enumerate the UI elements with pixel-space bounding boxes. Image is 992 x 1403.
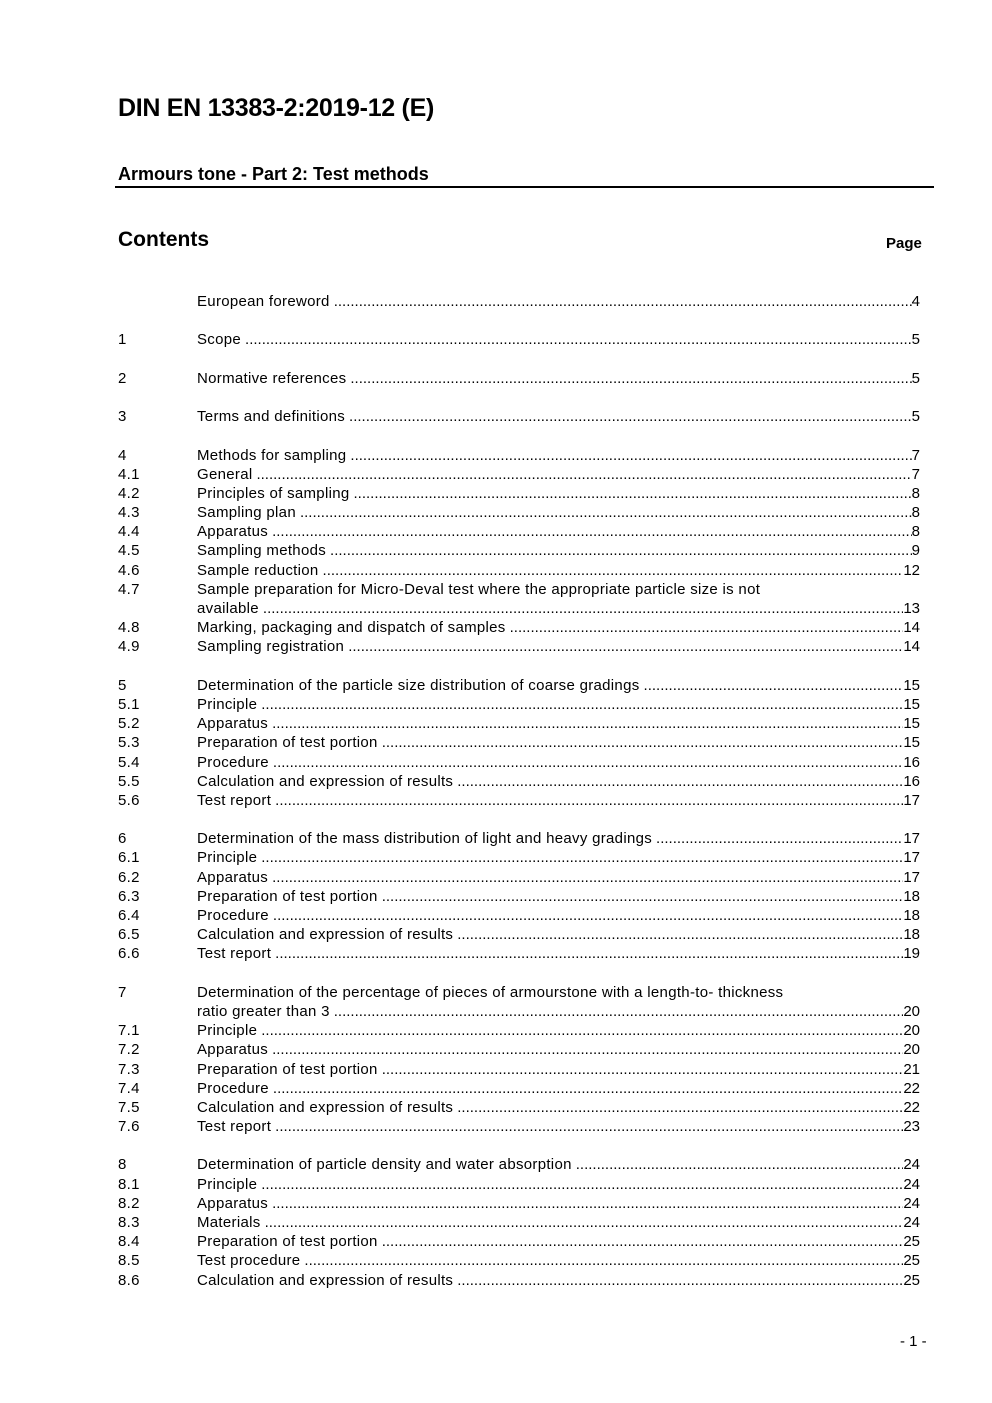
toc-entry-title: Sample reduction bbox=[197, 561, 319, 579]
dot-leader bbox=[272, 1194, 903, 1213]
dot-leader bbox=[349, 407, 912, 426]
document-subtitle: Armours tone - Part 2: Test methods bbox=[118, 164, 429, 184]
toc-entry-body bbox=[197, 446, 920, 465]
toc-entry-body bbox=[197, 599, 920, 618]
toc-entry-title: Procedure bbox=[197, 753, 269, 771]
dot-leader bbox=[382, 1060, 904, 1079]
dot-leader bbox=[261, 1021, 903, 1040]
toc-entry-page: 9 bbox=[911, 542, 920, 560]
toc-entry-title: European foreword bbox=[197, 293, 330, 310]
toc-entry-page: 24 bbox=[903, 1175, 920, 1193]
dot-leader bbox=[382, 733, 904, 752]
toc-entry[interactable] bbox=[118, 829, 920, 848]
page-column-label: Page bbox=[886, 235, 922, 252]
toc-entry-number: 2 bbox=[118, 369, 127, 387]
toc-group bbox=[118, 330, 920, 349]
toc-entry-page: 17 bbox=[903, 868, 920, 886]
dot-leader bbox=[272, 714, 903, 733]
toc-entry-page: 8 bbox=[911, 484, 920, 502]
toc-entry-page: 7 bbox=[911, 465, 920, 483]
dot-leader bbox=[275, 1117, 903, 1136]
toc-entry-page: 17 bbox=[903, 791, 920, 809]
toc-entry[interactable] bbox=[118, 618, 920, 637]
toc-entry-number: 5.2 bbox=[118, 715, 140, 733]
toc-entry-number: 8.1 bbox=[118, 1175, 140, 1193]
toc-entry-page: 22 bbox=[903, 1079, 920, 1097]
toc-entry-page: 25 bbox=[903, 1271, 920, 1289]
toc-entry-page: 19 bbox=[903, 945, 920, 963]
toc-entry[interactable] bbox=[118, 676, 920, 695]
toc-group bbox=[118, 676, 920, 810]
dot-leader bbox=[576, 1155, 904, 1174]
toc-entry-body bbox=[197, 369, 920, 388]
toc-entry-title-continued: available bbox=[197, 600, 259, 617]
toc-entry-title: Determination of the percentage of pieces of armourstone with a length-to- thickness bbox=[197, 983, 784, 1001]
toc-entry-title: Test procedure bbox=[197, 1252, 301, 1270]
toc-entry-body bbox=[197, 561, 920, 580]
toc-entry-title: Preparation of test portion bbox=[197, 1233, 378, 1251]
dot-leader bbox=[457, 1271, 903, 1290]
toc-entry[interactable] bbox=[118, 753, 920, 772]
toc-entry-page: 24 bbox=[903, 1214, 920, 1231]
dot-leader bbox=[261, 848, 903, 867]
toc-entry-title: Sampling plan bbox=[197, 504, 296, 522]
page-number: - 1 - bbox=[900, 1333, 927, 1350]
toc-group bbox=[118, 1155, 920, 1289]
dot-leader bbox=[334, 1002, 904, 1021]
toc-entry-body bbox=[197, 1117, 920, 1136]
toc-entry-body bbox=[197, 791, 920, 810]
toc-entry-body bbox=[197, 714, 920, 733]
toc-entry-number: 6 bbox=[118, 830, 127, 848]
toc-entry[interactable] bbox=[118, 925, 920, 944]
toc-entry-title: Test report bbox=[197, 1118, 272, 1136]
toc-entry-page: 13 bbox=[903, 600, 920, 617]
dot-leader bbox=[656, 829, 903, 848]
toc-entry[interactable] bbox=[118, 1060, 920, 1079]
toc-entry-number: 8.5 bbox=[118, 1252, 140, 1270]
toc-entry-title: Calculation and expression of results bbox=[197, 772, 454, 790]
toc-entry-number: 4.7 bbox=[118, 580, 140, 598]
contents-heading: Contents bbox=[118, 228, 209, 251]
toc-entry-number: 5.6 bbox=[118, 791, 140, 809]
dot-leader bbox=[382, 887, 904, 906]
toc-entry-page: 15 bbox=[903, 676, 920, 694]
toc-entry-title: Normative references bbox=[197, 369, 347, 387]
toc-entry-body bbox=[197, 733, 920, 752]
toc-entry-body bbox=[197, 407, 920, 426]
toc-entry-number: 4.5 bbox=[118, 542, 140, 560]
toc-group bbox=[118, 407, 920, 426]
dot-leader bbox=[350, 369, 911, 388]
toc-entry-title: Preparation of test portion bbox=[197, 734, 378, 752]
toc-entry-page: 15 bbox=[903, 695, 920, 713]
dot-leader bbox=[275, 791, 903, 810]
toc-group bbox=[118, 829, 920, 963]
toc-entry[interactable] bbox=[118, 983, 920, 1002]
toc-entry-number: 5.4 bbox=[118, 753, 140, 771]
toc-entry-number: 4.3 bbox=[118, 504, 140, 522]
toc-entry-body bbox=[197, 848, 920, 867]
toc-entry[interactable] bbox=[118, 465, 920, 484]
toc-entry-page: 21 bbox=[903, 1060, 920, 1078]
toc-entry-body bbox=[197, 1251, 920, 1270]
toc-entry[interactable] bbox=[118, 541, 920, 560]
toc-entry-body bbox=[197, 695, 920, 714]
toc-entry-page: 8 bbox=[911, 504, 920, 522]
dot-leader bbox=[272, 522, 912, 541]
toc-entry[interactable] bbox=[118, 637, 920, 656]
toc-entry-body bbox=[197, 1098, 920, 1117]
toc-entry-body bbox=[197, 330, 920, 349]
toc-entry-number: 7.5 bbox=[118, 1098, 140, 1116]
toc-entry[interactable] bbox=[118, 407, 920, 426]
toc-entry[interactable] bbox=[118, 1117, 920, 1136]
dot-leader bbox=[354, 484, 912, 503]
toc-entry[interactable] bbox=[118, 1175, 920, 1194]
toc-entry-body bbox=[197, 772, 920, 791]
toc-entry-body bbox=[197, 676, 920, 695]
toc-entry-number: 5 bbox=[118, 676, 127, 694]
toc-entry-title: Test report bbox=[197, 945, 272, 963]
toc-entry-page: 20 bbox=[903, 1041, 920, 1059]
toc-group bbox=[118, 292, 920, 311]
toc-entry[interactable] bbox=[118, 733, 920, 752]
toc-entry[interactable] bbox=[118, 868, 920, 887]
dot-leader bbox=[273, 906, 903, 925]
toc-entry-number: 5.5 bbox=[118, 772, 140, 790]
toc-entry-number: 8.3 bbox=[118, 1214, 140, 1231]
toc-entry-number: 7.6 bbox=[118, 1118, 140, 1136]
toc-entry[interactable] bbox=[118, 1155, 920, 1174]
document-id: DIN EN 13383-2:2019-12 (E) bbox=[118, 94, 434, 122]
toc-entry-body bbox=[197, 753, 920, 772]
dot-leader bbox=[323, 561, 904, 580]
toc-entry-page: 7 bbox=[911, 446, 920, 464]
toc-entry-page: 16 bbox=[903, 772, 920, 790]
toc-entry-page: 14 bbox=[903, 619, 920, 637]
toc-entry-title: Materials bbox=[197, 1214, 261, 1231]
toc-entry-number: 7.3 bbox=[118, 1060, 140, 1078]
toc-entry-number: 4.6 bbox=[118, 561, 140, 579]
toc-entry-page: 24 bbox=[903, 1194, 920, 1212]
toc-entry[interactable] bbox=[118, 561, 920, 580]
toc-entry-body bbox=[197, 465, 920, 484]
toc-entry-body bbox=[197, 484, 920, 503]
dot-leader bbox=[265, 1213, 904, 1232]
dot-leader bbox=[275, 944, 903, 963]
toc-entry-number bbox=[118, 292, 197, 311]
toc-entry-number: 1 bbox=[118, 331, 127, 349]
toc-entry-title: Preparation of test portion bbox=[197, 1060, 378, 1078]
dot-leader bbox=[261, 1175, 903, 1194]
toc-entry-title: Preparation of test portion bbox=[197, 887, 378, 905]
dot-leader bbox=[304, 1251, 903, 1270]
toc-entry-page: 15 bbox=[903, 715, 920, 733]
dot-leader bbox=[457, 925, 903, 944]
toc-entry-body bbox=[197, 618, 920, 637]
toc-entry-title: Procedure bbox=[197, 907, 269, 924]
dot-leader bbox=[300, 503, 912, 522]
dot-leader bbox=[382, 1232, 904, 1251]
toc-entry-page: 5 bbox=[911, 331, 920, 349]
toc-entry-title: Calculation and expression of results bbox=[197, 926, 454, 944]
toc-entry-body bbox=[197, 906, 920, 925]
toc-entry-body bbox=[197, 925, 920, 944]
toc-entry-body bbox=[197, 1155, 920, 1174]
dot-leader bbox=[261, 695, 903, 714]
toc-entry-number: 7.4 bbox=[118, 1079, 140, 1097]
toc-entry-title: Test report bbox=[197, 791, 272, 809]
toc-entry-body bbox=[197, 944, 920, 963]
toc-entry-title: Scope bbox=[197, 331, 242, 349]
toc-entry[interactable] bbox=[118, 446, 920, 465]
toc-entry-body bbox=[197, 1232, 920, 1251]
toc-entry[interactable] bbox=[118, 906, 920, 925]
toc-entry[interactable] bbox=[118, 887, 920, 906]
toc-entry-page: 20 bbox=[903, 1022, 920, 1040]
dot-leader bbox=[272, 868, 903, 887]
toc-entry-number: 6.6 bbox=[118, 945, 140, 963]
toc-entry-body bbox=[197, 887, 920, 906]
toc-entry-number-spacer bbox=[118, 599, 197, 618]
toc-entry-title: Apparatus bbox=[197, 715, 269, 733]
toc-entry[interactable] bbox=[118, 772, 920, 791]
toc-entry[interactable] bbox=[118, 503, 920, 522]
toc-entry[interactable] bbox=[118, 330, 920, 349]
toc-entry[interactable] bbox=[118, 714, 920, 733]
toc-entry[interactable] bbox=[118, 944, 920, 963]
toc-entry-body bbox=[197, 1040, 920, 1059]
toc-entry-title: Methods for sampling bbox=[197, 446, 347, 464]
toc-entry[interactable] bbox=[118, 1271, 920, 1290]
toc-entry-page: 22 bbox=[903, 1098, 920, 1116]
toc-entry-body bbox=[197, 1175, 920, 1194]
dot-leader bbox=[273, 753, 903, 772]
toc-entry-body bbox=[197, 1079, 920, 1098]
toc-entry-page: 24 bbox=[903, 1156, 920, 1174]
dot-leader bbox=[350, 446, 911, 465]
toc-entry-title: Determination of the particle size distribution of coarse gradings bbox=[197, 676, 640, 694]
toc-entry-page: 17 bbox=[903, 849, 920, 867]
toc-entry-title: Determination of the mass distribution of light and heavy gradings bbox=[197, 830, 653, 848]
toc-entry-body bbox=[197, 1002, 920, 1021]
toc-entry-page: 20 bbox=[903, 1002, 920, 1020]
header-rule bbox=[115, 186, 934, 188]
toc-entry-title: Principle bbox=[197, 849, 258, 867]
toc-group bbox=[118, 369, 920, 388]
toc-entry-number: 6.1 bbox=[118, 849, 140, 867]
toc-entry-title: Calculation and expression of results bbox=[197, 1098, 454, 1116]
dot-leader bbox=[510, 618, 904, 637]
toc-entry-page: 17 bbox=[903, 830, 920, 848]
dot-leader bbox=[348, 637, 903, 656]
toc-entry-continuation[interactable] bbox=[118, 599, 920, 618]
toc-entry-body bbox=[197, 522, 920, 541]
toc-entry-page: 18 bbox=[903, 926, 920, 944]
toc-entry-page: 5 bbox=[911, 369, 920, 387]
toc-entry-title: Apparatus bbox=[197, 1041, 269, 1059]
toc-entry-body bbox=[197, 637, 920, 656]
toc-entry-number: 3 bbox=[118, 408, 127, 426]
toc-entry[interactable] bbox=[118, 1021, 920, 1040]
toc-entry-title: Apparatus bbox=[197, 1194, 269, 1212]
toc-entry[interactable] bbox=[118, 522, 920, 541]
toc-entry[interactable] bbox=[118, 1251, 920, 1270]
toc-entry-number: 4 bbox=[118, 446, 127, 464]
toc-entry-body bbox=[197, 983, 920, 1002]
toc-entry-title: Terms and definitions bbox=[197, 408, 346, 426]
toc-entry-number: 4.8 bbox=[118, 619, 140, 637]
toc-entry[interactable] bbox=[118, 1079, 920, 1098]
toc-entry-number: 8.2 bbox=[118, 1194, 140, 1212]
dot-leader bbox=[457, 1098, 903, 1117]
toc-entry-number: 8.6 bbox=[118, 1271, 140, 1289]
toc-entry-number: 6.4 bbox=[118, 907, 140, 924]
toc-entry-body bbox=[197, 503, 920, 522]
toc-entry-title: Principle bbox=[197, 695, 258, 713]
toc-entry-body bbox=[197, 829, 920, 848]
toc-entry-page: 18 bbox=[903, 907, 920, 924]
toc-entry-body bbox=[197, 1213, 920, 1232]
table-of-contents bbox=[118, 292, 920, 1309]
toc-entry-body bbox=[197, 1021, 920, 1040]
toc-entry-number-spacer bbox=[118, 1002, 197, 1021]
toc-entry-number: 8 bbox=[118, 1156, 127, 1174]
dot-leader bbox=[644, 676, 904, 695]
toc-entry-page: 14 bbox=[903, 638, 920, 656]
toc-entry[interactable] bbox=[118, 580, 920, 599]
toc-entry-title: Calculation and expression of results bbox=[197, 1271, 454, 1289]
toc-entry-number: 8.4 bbox=[118, 1233, 140, 1251]
toc-entry-title-continued: ratio greater than 3 bbox=[197, 1002, 330, 1020]
toc-entry-title: Principle bbox=[197, 1022, 258, 1040]
toc-entry-body bbox=[197, 1194, 920, 1213]
toc-entry[interactable] bbox=[118, 484, 920, 503]
dot-leader bbox=[334, 292, 912, 311]
toc-entry-number: 4.4 bbox=[118, 523, 140, 541]
toc-entry-title: Principles of sampling bbox=[197, 484, 350, 502]
toc-entry-number: 4.2 bbox=[118, 484, 140, 502]
toc-entry[interactable] bbox=[118, 695, 920, 714]
dot-leader bbox=[457, 772, 903, 791]
toc-entry-title: Apparatus bbox=[197, 868, 269, 886]
dot-leader bbox=[256, 465, 911, 484]
dot-leader bbox=[272, 1040, 903, 1059]
toc-entry[interactable] bbox=[118, 1194, 920, 1213]
dot-leader bbox=[330, 541, 912, 560]
toc-entry-title: Principle bbox=[197, 1175, 258, 1193]
toc-entry-page: 4 bbox=[911, 293, 920, 310]
toc-entry[interactable] bbox=[118, 791, 920, 810]
dot-leader bbox=[273, 1079, 903, 1098]
dot-leader bbox=[245, 330, 912, 349]
toc-entry-body bbox=[197, 1060, 920, 1079]
toc-entry[interactable] bbox=[118, 848, 920, 867]
toc-entry-page: 12 bbox=[903, 561, 920, 579]
toc-entry-page: 25 bbox=[903, 1252, 920, 1270]
toc-entry-number: 6.3 bbox=[118, 887, 140, 905]
toc-entry-page: 8 bbox=[911, 523, 920, 541]
toc-entry-title: Apparatus bbox=[197, 523, 269, 541]
toc-entry-number: 5.1 bbox=[118, 695, 140, 713]
toc-entry-number: 4.9 bbox=[118, 638, 140, 656]
toc-entry-body bbox=[197, 580, 920, 599]
toc-entry-title: Sampling registration bbox=[197, 638, 345, 656]
toc-entry-number: 5.3 bbox=[118, 734, 140, 752]
toc-entry-number: 7 bbox=[118, 983, 127, 1001]
toc-entry-page: 23 bbox=[903, 1118, 920, 1136]
toc-entry-number: 7.1 bbox=[118, 1022, 140, 1040]
toc-entry-body bbox=[197, 292, 920, 311]
toc-group bbox=[118, 983, 920, 1137]
toc-entry-page: 18 bbox=[903, 887, 920, 905]
toc-entry-number: 7.2 bbox=[118, 1041, 140, 1059]
toc-entry-body bbox=[197, 1271, 920, 1290]
toc-entry-title: Sampling methods bbox=[197, 542, 327, 560]
toc-entry-number: 6.5 bbox=[118, 926, 140, 944]
toc-entry-title: Procedure bbox=[197, 1079, 269, 1097]
toc-entry-body bbox=[197, 868, 920, 887]
toc-entry[interactable] bbox=[118, 1232, 920, 1251]
toc-entry-body bbox=[197, 541, 920, 560]
toc-entry-page: 5 bbox=[911, 408, 920, 426]
toc-entry-number: 4.1 bbox=[118, 465, 140, 483]
toc-entry-page: 15 bbox=[903, 734, 920, 752]
toc-entry-title: Determination of particle density and water absorption bbox=[197, 1156, 572, 1174]
toc-entry-title: Sample preparation for Micro-Deval test where the appropriate particle size is not bbox=[197, 580, 761, 598]
toc-entry[interactable] bbox=[118, 1040, 920, 1059]
toc-entry-page: 25 bbox=[903, 1233, 920, 1251]
toc-group bbox=[118, 446, 920, 657]
toc-entry-page: 16 bbox=[903, 753, 920, 771]
toc-entry[interactable] bbox=[118, 1213, 920, 1232]
toc-entry[interactable] bbox=[118, 1098, 920, 1117]
toc-entry-title: Marking, packaging and dispatch of samples bbox=[197, 619, 506, 637]
toc-entry[interactable] bbox=[118, 292, 920, 311]
dot-leader bbox=[263, 599, 903, 618]
toc-entry[interactable] bbox=[118, 369, 920, 388]
toc-entry-title: General bbox=[197, 465, 253, 483]
toc-entry-number: 6.2 bbox=[118, 868, 140, 886]
toc-entry-continuation[interactable] bbox=[118, 1002, 920, 1021]
